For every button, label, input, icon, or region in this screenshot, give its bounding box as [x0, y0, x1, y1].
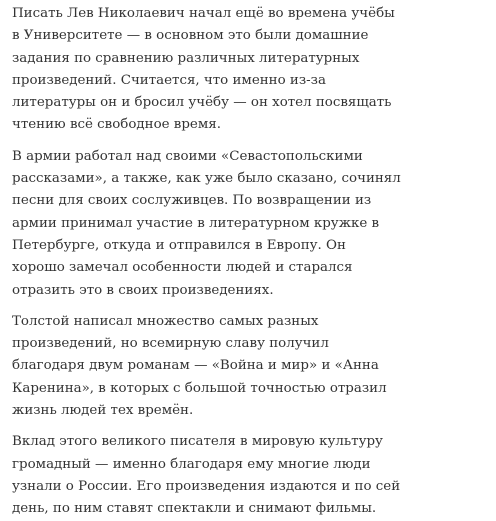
text-line: узнали о России. Его произведения издаются и по сей — [12, 478, 401, 494]
text-line: благодаря двум романам — «Война и мир» и «Анна — [12, 358, 379, 374]
paragraph-3 — [12, 311, 486, 422]
text-line: задания по сравнению различных литературных — [12, 50, 360, 66]
text-line: произведений, но всемирную славу получил — [12, 336, 329, 352]
paragraph-2 — [12, 146, 486, 302]
text-line: в Университете — в основном это были домашние — [12, 28, 369, 44]
text-line: Вклад этого великого писателя в мировую культуру — [12, 434, 383, 450]
text-line: песни для своих сослуживцев. По возвращении из — [12, 193, 372, 209]
text-line: отразить это в своих произведениях. — [12, 282, 274, 298]
text-line: Писать Лев Николаевич начал ещё во времена учёбы — [12, 6, 395, 21]
text-line: произведений. Считается, что именно из-за — [12, 72, 326, 88]
text-line: армии принимал участие в литературном кружке в — [12, 215, 380, 231]
text-line: литературы он и бросил учёбу — он хотел посвящать — [12, 95, 392, 111]
text-line: Каренина», в которых с большой точностью отразил — [12, 380, 387, 396]
paragraph-1 — [12, 3, 486, 137]
text-line: хорошо замечал особенности людей и старался — [12, 260, 353, 276]
text-line: рассказами», а также, как уже было сказано, сочинял — [12, 171, 401, 187]
text-line: чтению всё свободное время. — [12, 117, 221, 133]
text-line: Петербурге, откуда и отправился в Европу. Он — [12, 237, 346, 253]
text-line: громадный — именно благодаря ему многие люди — [12, 456, 371, 472]
text-line: жизнь людей тех времён. — [12, 403, 194, 419]
text-line: день, по ним ставят спектакли и снимают фильмы. — [12, 501, 377, 517]
paragraph-4 — [12, 431, 486, 520]
text-line: Толстой написал множество самых разных — [12, 313, 319, 329]
text-line: В армии работал над своими «Севастопольскими — [12, 148, 363, 164]
